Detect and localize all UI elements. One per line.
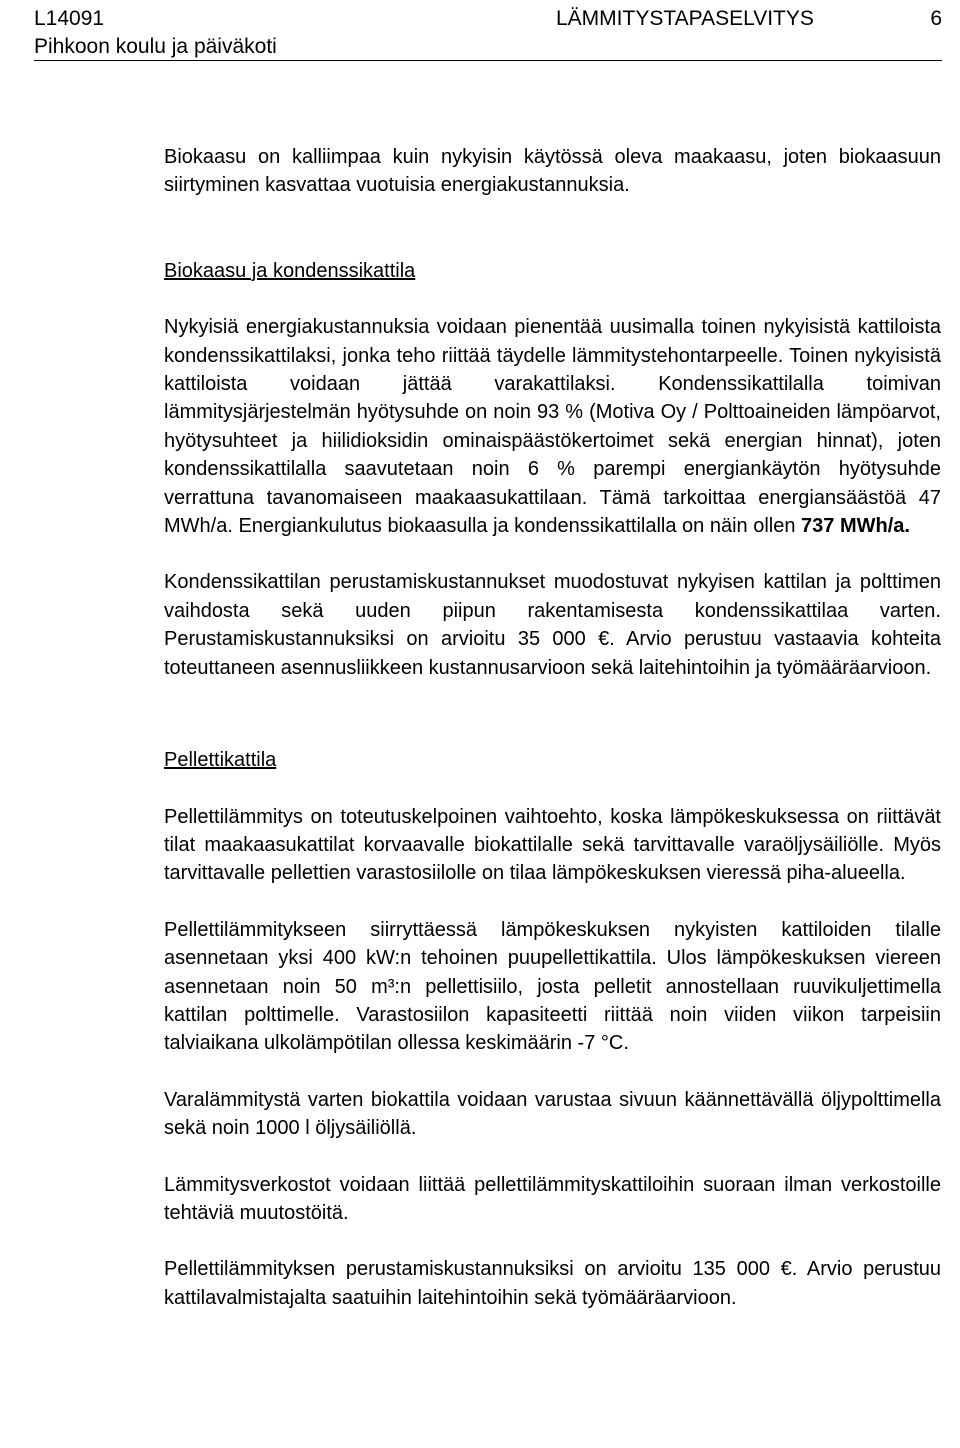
kondenssikattila-paragraph-text: Nykyisiä energiakustannuksia voidaan pienentää uusimalla toinen nykyisistä kattiloista kondenssikattilaksi, jonka teho riittää täydelle lämmitystehontarpeelle. Toinen nykyisistä kattiloista voidaan jättää varakattilaksi. Kondenssikattilalla toimivan lämmitysjärjestelmän hyötysuhde on noin 93 % (Motiva Oy / Polttoaineiden lämpöarvot, hyötysuhteet ja hiilidioksidin ominaispäästökertoimet sekä energian hinnat), joten kondenssikattilalla saavutetaan noin 6 % parempi energiankäytön hyötysuhde verrattuna tavanomaiseen maakaasukattilaan. Tämä tarkoittaa energiansäästöä 47 MWh/a. Energiankulutus biokaasulla ja kondenssikattilalla on näin ollen: [164, 316, 941, 538]
kondenssikattila-costs-paragraph: Kondenssikattilan perustamiskustannukset muodostuvat nykyisen kattilan ja polttimen vaihdosta sekä uuden piipun rakentamisesta kondenssikattilaa varten. Perustamiskustannuksiksi on arvioitu 35 000 €. Arvio perustuu vastaavia kohteita toteuttaneen asennusliikkeen kustannusarvioon sekä laitehintoihin ja työmääräarvioon.: [164, 571, 941, 679]
section-heading-biokaasu-kondenssikattila: Biokaasu ja kondenssikattila: [164, 259, 416, 282]
intro-paragraph: Biokaasu on kalliimpaa kuin nykyisin käytössä oleva maakaasu, joten biokaasuun siirtyminen kasvattaa vuotuisia energiakustannuksia.: [164, 146, 941, 197]
energy-consumption-value: 737 MWh/a.: [801, 515, 910, 538]
pellettilammitys-paragraph: Pellettilämmitys on toteutuskelpoinen vaihtoehto, koska lämpökeskuksessa on riittävät tilat maakaasukattilat korvaavalle biokattilalle sekä tarvittavalle varaöljysäiliölle. Myös tarvittavalle pellettien varastosiilolle on tilaa lämpökeskuksen vieressä piha-alueella.: [164, 805, 941, 885]
section-heading-pellettikattila: Pellettikattila: [164, 749, 277, 772]
lammitysverkostot-paragraph: Lämmitysverkostot voidaan liittää pellettilämmityskattiloihin suoraan ilman verkostoille tehtäviä muutostöitä.: [164, 1173, 941, 1224]
page-number: 6: [930, 7, 942, 30]
varalammitys-paragraph: Varalämmitystä varten biokattila voidaan varustaa sivuun käännettävällä öljypolttimella sekä noin 1000 l öljysäiliöllä.: [164, 1088, 941, 1140]
document-title: LÄMMITYSTAPASELVITYS: [556, 7, 814, 30]
document-id: L14091: [34, 7, 105, 30]
header-divider: [34, 60, 942, 61]
page-body: [164, 143, 941, 1312]
kondenssikattila-paragraph: [164, 313, 941, 540]
pellettilammitys-installation-paragraph: Pellettilämmitykseen siirryttäessä lämpökeskuksen nykyisten kattiloiden tilalle asennetaan yksi 400 kW:n tehoinen puupellettikattila. Ulos lämpökeskuksen viereen asennetaan noin 50 m³:n pellettisiilo, josta pelletit annostellaan ruuvikuljettimella kattilan polttimelle. Varastosiilon kapasiteetti riittää noin viiden viikon tarpeisiin talviaikana ulkolämpötilan ollessa keskimäärin -7 °C.: [164, 918, 941, 1055]
pellettilammitys-costs-paragraph: Pellettilämmityksen perustamiskustannuksiksi on arvioitu 135 000 €. Arvio perustuu kattilavalmistajalta saatuihin laitehintoihin sekä työmääräarvioon.: [164, 1258, 941, 1309]
page-header: [34, 4, 942, 62]
project-name: Pihkoon koulu ja päiväkoti: [34, 35, 277, 58]
